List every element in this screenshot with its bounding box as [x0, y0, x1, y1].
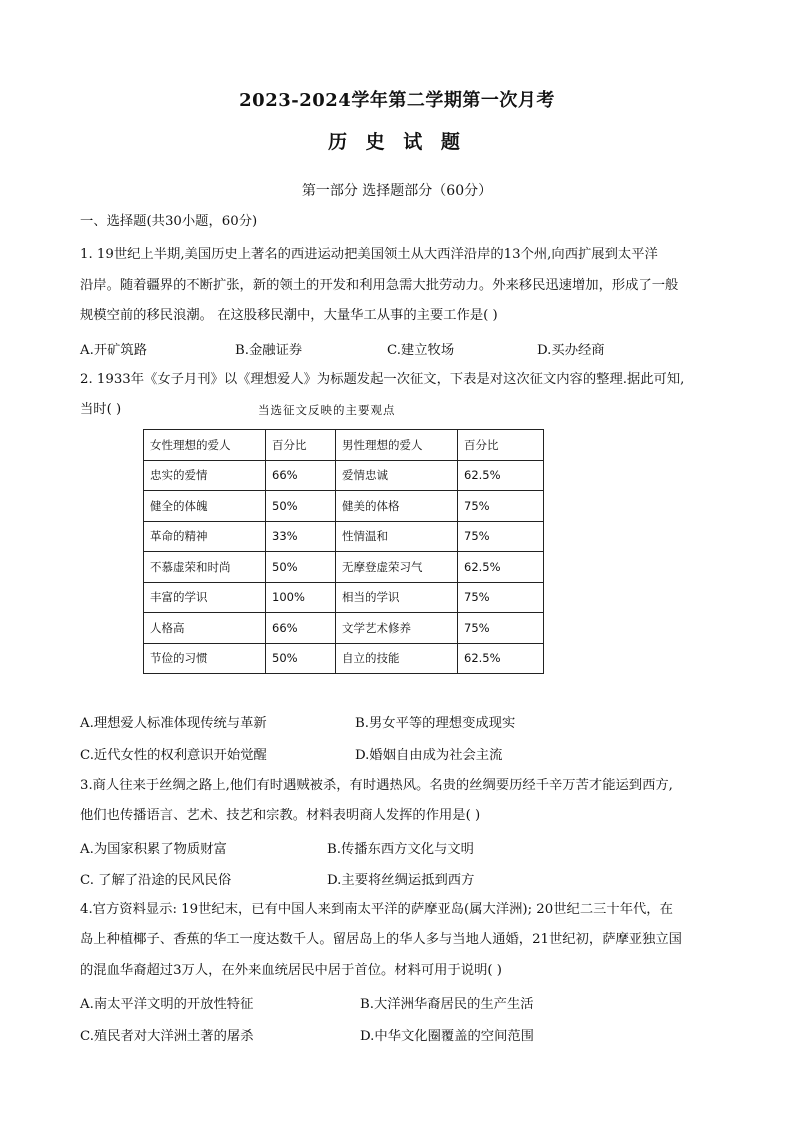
table-row	[144, 613, 544, 644]
question-text-line: 的混血华裔超过3万人，在外来血统居民中居于首位。材料可用于说明( )	[80, 963, 502, 978]
section-heading: 第一部分 选择题部分（60分）	[301, 183, 493, 199]
table-cell: 75%	[458, 521, 544, 552]
option-b[interactable]: B.金融证券	[235, 343, 303, 358]
question-text-line: 4.官方资料显示: 19世纪末，已有中国人来到南太平洋的萨摩亚岛(属大洋洲); 20世纪二三十年代，在	[80, 902, 673, 917]
table-cell: 健全的体魄	[144, 491, 266, 522]
table-cell: 节俭的习惯	[144, 643, 266, 674]
exam-title: 2023-2024学年第二学期第一次月考	[239, 90, 555, 111]
table-header-cell: 百分比	[266, 430, 336, 461]
option-c[interactable]: C.殖民者对大洋洲土著的屠杀	[80, 1029, 254, 1044]
option-a[interactable]: A.开矿筑路	[80, 343, 148, 358]
table-cell: 无摩登虚荣习气	[336, 552, 458, 583]
table-cell: 50%	[266, 643, 336, 674]
question-text-line: 沿岸。随着疆界的不断扩张，新的领土的开发和利用急需大批劳动力。外来移民迅速增加，形成了一般	[80, 278, 679, 293]
table-cell: 33%	[266, 521, 336, 552]
table-row	[144, 521, 544, 552]
table-cell: 62.5%	[458, 460, 544, 491]
option-c[interactable]: C.建立牧场	[387, 343, 455, 358]
option-d[interactable]: D.买办经商	[537, 343, 605, 358]
table-caption: 当选征文反映的主要观点	[258, 403, 396, 417]
table-row	[144, 491, 544, 522]
option-b[interactable]: B.男女平等的理想变成现实	[355, 716, 516, 731]
table-cell: 相当的学识	[336, 582, 458, 613]
table-cell: 革命的精神	[144, 521, 266, 552]
table-row	[144, 643, 544, 674]
ideal-partner-table	[143, 429, 544, 674]
question-text-line: 岛上种植椰子、香蕉的华工一度达数千人。留居岛上的华人多与当地人通婚，21世纪初，萨摩亚独立国	[80, 932, 682, 947]
question-text-line: 规模空前的移民浪潮。 在这股移民潮中，大量华工从事的主要工作是( )	[80, 308, 498, 323]
table-cell: 66%	[266, 613, 336, 644]
table-header-cell: 女性理想的爱人	[144, 430, 266, 461]
table-row	[144, 552, 544, 583]
table-cell: 75%	[458, 491, 544, 522]
part-heading: 一、选择题(共30小题，60分)	[80, 214, 258, 229]
table-cell: 自立的技能	[336, 643, 458, 674]
question-text-line: 当时( )	[80, 402, 122, 417]
table-cell: 62.5%	[458, 552, 544, 583]
table-header-cell: 百分比	[458, 430, 544, 461]
table-header-cell: 男性理想的爱人	[336, 430, 458, 461]
option-c[interactable]: C. 了解了沿途的民风民俗	[80, 873, 232, 888]
table-row	[144, 582, 544, 613]
table-cell: 不慕虚荣和时尚	[144, 552, 266, 583]
option-a[interactable]: A.为国家积累了物质财富	[80, 842, 227, 857]
table-cell: 100%	[266, 582, 336, 613]
option-c[interactable]: C.近代女性的权利意识开始觉醒	[80, 748, 267, 763]
table-cell: 75%	[458, 582, 544, 613]
question-text-line: 他们也传播语言、艺术、技艺和宗教。材料表明商人发挥的作用是( )	[80, 808, 481, 823]
option-a[interactable]: A.理想爱人标准体现传统与革新	[80, 716, 267, 731]
table-cell: 爱情忠诚	[336, 460, 458, 491]
table-cell: 50%	[266, 552, 336, 583]
option-a[interactable]: A.南太平洋文明的开放性特征	[80, 997, 254, 1012]
subject-title: 历 史 试 题	[328, 131, 466, 153]
option-d[interactable]: D.婚姻自由成为社会主流	[355, 748, 503, 763]
table-cell: 50%	[266, 491, 336, 522]
table-cell: 丰富的学识	[144, 582, 266, 613]
table-cell: 人格高	[144, 613, 266, 644]
question-text-line: 2. 1933年《女子月刊》以《理想爱人》为标题发起一次征文，下表是对这次征文内容的整理.据此可知,	[80, 372, 685, 387]
table-cell: 健美的体格	[336, 491, 458, 522]
table-cell: 75%	[458, 613, 544, 644]
option-b[interactable]: B.传播东西方文化与文明	[327, 842, 474, 857]
table-cell: 忠实的爱情	[144, 460, 266, 491]
table-header-row	[144, 430, 544, 461]
option-d[interactable]: D.主要将丝绸运抵到西方	[327, 873, 475, 888]
option-d[interactable]: D.中华文化圈覆盖的空间范围	[360, 1029, 534, 1044]
table-cell: 62.5%	[458, 643, 544, 674]
table-cell: 文学艺术修养	[336, 613, 458, 644]
table-row	[144, 460, 544, 491]
question-text-line: 1. 19世纪上半期,美国历史上著名的西进运动把美国领土从大西洋沿岸的13个州,向西扩展到太平洋	[80, 247, 658, 262]
question-text-line: 3.商人往来于丝绸之路上,他们有时遇贼被杀，有时遇热风。名贵的丝绸要历经千辛万苦才能运到西方,	[80, 778, 673, 793]
option-b[interactable]: B.大洋洲华裔居民的生产生活	[360, 997, 534, 1012]
table-cell: 66%	[266, 460, 336, 491]
table-cell: 性情温和	[336, 521, 458, 552]
